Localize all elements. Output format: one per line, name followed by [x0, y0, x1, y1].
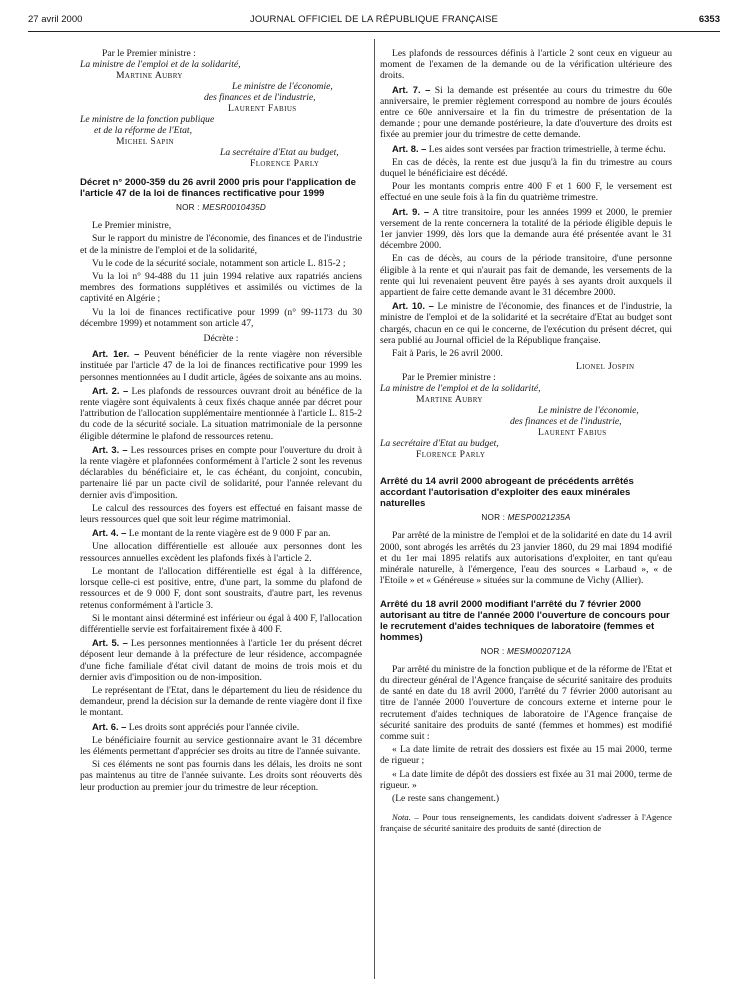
signatory-name: Laurent Fabius	[538, 427, 607, 439]
sig-line: La ministre de l'emploi et de la solidarité,	[380, 383, 541, 395]
preamble-line: Le Premier ministre,	[92, 220, 172, 232]
header-journal-title: JOURNAL OFFICIEL DE LA RÉPUBLIQUE FRANÇAISE	[249, 14, 499, 25]
signatory-name: Martine Aubry	[116, 70, 183, 81]
arrete-2-title: Arrêté du 18 avril 2000 modifiant l'arrêté du 7 février 2000 autorisant au titre de l'année 2000 l'ouverture de concours pour le recrutement d'aides techniques de laboratoire (femmes et hommes)	[380, 598, 670, 643]
arrete-1-text: Par arrêté de la ministre de l'emploi et de la solidarité en date du 14 avril 2000, sont abrogés les arrêtés du 23 janvier 1860, du 29 mai 1894 modifié et du 1er mai 1895 relatifs aux autorisations d'exploiter, en tant qu'eau minérale naturelle, à l'émergence, l'eau des sources « Larbaud », « de l'Etoile » et « Généreuse » situées sur la commune de Vichy (Allier).	[380, 530, 672, 587]
preamble-line: Vu le code de la sécurité sociale, notamment son article L. 815-2 ;	[92, 257, 346, 269]
article-paragraph: En cas de décès, la rente est due jusqu'à la fin du trimestre au cours duquel le bénéficiaire est décédé.	[380, 156, 672, 180]
arrete-1-title: Arrêté du 14 avril 2000 abrogeant de précédents arrêtés accordant l'autorisation d'exploiter des eaux minérales naturelles	[380, 476, 634, 510]
preamble-line: Vu la loi de finances rectificative pour 1999 (n° 99-1173 du 30 décembre 1999) et notamment son article 47,	[80, 306, 362, 329]
arrete-2-nor: NOR : MESM0020712A	[480, 646, 572, 656]
article-paragraph: Le montant de l'allocation différentielle est égal à la différence, lorsque celle-ci est positive, entre, d'une part, la somme du plafond de ressources et de 9 000 F, dont sont soustraits, d'autre part, les revenus retenus conformément à l'article 3.	[80, 565, 362, 611]
article-paragraph: Le bénéficiaire fournit au service gestionnaire avant le 31 décembre les éléments permettant d'apprécier ses droits au titre de l'année suivante.	[80, 734, 362, 757]
header-date: 27 avril 2000	[28, 14, 83, 25]
article-paragraph: Le calcul des ressources des foyers est effectué en faisant masse de leurs ressources quel que soit leur régime matrimonial.	[80, 502, 362, 526]
article-paragraph: Si le montant ainsi déterminé est inférieur ou égal à 400 F, l'allocation différentielle servie est forfaitairement fixée à 400 F.	[80, 612, 362, 635]
column-divider	[374, 39, 375, 979]
sig-line: La secrétaire d'Etat au budget,	[380, 438, 499, 450]
article-6: Art. 6. – Les droits sont appréciés pour l'année civile.	[92, 720, 300, 733]
header-rule	[28, 31, 720, 32]
decrete-heading: Décrète :	[203, 333, 239, 345]
article-paragraph: Les plafonds de ressources définis à l'article 2 sont ceux en vigueur au moment de l'examen de la demande ou de la vérification ultérieure des droits.	[380, 48, 672, 82]
article-7: Art. 7. – Si la demande est présentée au cours du trimestre du 60e anniversaire, le premier règlement correspond au nombre de jours écoulés entre ce 60e anniversaire et la fin du trimestre de présentation de la demande ; pour une demande postérieure, la date d'ouverture des droits est fixée au premier jour du trimestre de cette demande.	[380, 83, 672, 141]
article-paragraph: Si ces éléments ne sont pas fournis dans les délais, les droits ne sont pas maintenus au titre de l'année suivante. Les droits sont réouverts dès leur production au premier jour du trimestre de leur réception.	[80, 759, 362, 793]
page-header	[28, 10, 720, 32]
article-paragraph: Une allocation différentielle est allouée aux personnes dont les ressources annuelles excèdent les plafonds fixés à l'article 2.	[80, 541, 362, 564]
sig-line: Le ministre de la fonction publique	[80, 114, 215, 125]
article-paragraph: Le représentant de l'Etat, dans le département du lieu de résidence du demandeur, prend la décision sur la demande de rente viagère dont il fixe le montant.	[80, 684, 362, 719]
signatory-name: Lionel Jospin	[576, 361, 635, 373]
signature-block-1	[80, 48, 362, 169]
unchanged-note: (Le reste sans changement.)	[392, 792, 500, 804]
signatory-name: Florence Parly	[416, 449, 486, 461]
article-3: Art. 3. – Les ressources prises en compte pour l'ouverture du droit à la rente viagère et plafonnées conformément à l'article 2 sont les revenus déclarables du bénéficiaire et, le cas échéant, du conjoint, concubin, partenaire lié par un pacte civil de solidarité, pour l'année relevant du dernier avis d'imposition.	[80, 443, 363, 501]
sig-line: des finances et de l'industrie,	[510, 416, 622, 428]
arrete-1-nor: NOR : MESP0021235A	[481, 513, 571, 523]
sig-line: Par le Premier ministre :	[402, 372, 496, 384]
right-column	[380, 48, 672, 835]
article-8: Art. 8. – Les aides sont versées par fraction trimestrielle, à terme échu.	[392, 142, 666, 155]
sig-line: Par le Premier ministre :	[102, 48, 196, 59]
done-at: Fait à Paris, le 26 avril 2000.	[392, 348, 503, 360]
signature-block-2	[380, 361, 672, 460]
article-5: Art. 5. – Les personnes mentionnées à l'article 1er du présent décret déposent leur demande à la préfecture de leur résidence, accompagnée d'une fiche familiale d'état civil datant de moins de trois mois et du dernier avis d'imposition ou de non-imposition.	[80, 637, 362, 683]
article-10: Art. 10. – Le ministre de l'économie, des finances et de l'industrie, la ministre de l'emploi et de la solidarité et la secrétaire d'Etat au budget sont chargés, chacun en ce qui le concerne, de l'exécution du présent décret, qui sera publié au Journal officiel de la République française.	[380, 300, 672, 346]
signatory-name: Martine Aubry	[416, 394, 483, 406]
left-column	[80, 48, 362, 795]
arrete-2-quote: « La date limite de retrait des dossiers est fixée au 15 mai 2000, terme de rigueur ;	[380, 744, 672, 767]
arrete-2-text: Par arrêté du ministre de la fonction publique et de la réforme de l'Etat et du directeur général de l'Agence française de sécurité sanitaire des produits de santé en date du 18 avril 2000, l'arrêté du 7 février 2000 autorisant au titre de l'année 2000 l'ouverture de concours externe et interne pour le recrutement d'aides techniques de laboratoire de l'Agence française de sécurité sanitaire des produits de santé (femmes et hommes) est modifié comme suit :	[380, 663, 672, 742]
sig-line: Le ministre de l'économie,	[538, 405, 639, 417]
nota: Nota. – Pour tous renseignements, les candidats doivent s'adresser à l'Agence française de sécurité sanitaire des produits de santé (direction de	[380, 812, 672, 833]
article-paragraph: En cas de décès, au cours de la période transitoire, d'une personne éligible à la rente et qui n'aurait pas fait de demande, les versements de la rente qui lui revenaient peuvent être payés à ses ayants droit auxquels il appartient de faire cette demande avant le 31 décembre 2000.	[380, 253, 672, 299]
preamble-line: Vu la loi n° 94-488 du 11 juin 1994 relative aux rapatriés anciens membres des formations supplétives et assimilés ou victimes de la captivité en Algérie ;	[80, 271, 362, 305]
decree-title: Décret n° 2000-359 du 26 avril 2000 pris pour l'application de l'article 47 de la loi de finances rectificative pour 1999	[80, 177, 356, 199]
sig-line: La secrétaire d'Etat au budget,	[220, 147, 339, 158]
article-2: Art. 2. – Les plafonds de ressources ouvrant droit au bénéfice de la rente viagère sont équivalents à ceux fixés chaque année par décret pour l'attribution de l'allocation supplémentaire mentionnée à l'article L. 815-2 du code de la sécurité sociale. La situation matrimoniale de la personne éligible détermine le plafond de ressources retenu.	[80, 384, 362, 442]
decree-nor: NOR : MESR0010435D	[175, 203, 267, 212]
preamble-line: Sur le rapport du ministre de l'économie, des finances et de l'industrie et de la ministre de l'emploi et de la solidarité,	[80, 233, 362, 256]
article-1: Art. 1er. – Peuvent bénéficier de la rente viagère non réversible instituée par l'article 47 de la loi de finances rectificative pour 1999 les personnes mentionnées au I dudit article, âgées de soixante ans au moins.	[80, 348, 363, 383]
sig-line: des finances et de l'industrie,	[204, 92, 316, 103]
signatory-name: Florence Parly	[250, 158, 320, 169]
article-4: Art. 4. – Le montant de la rente viagère est de 9 000 F par an.	[92, 527, 331, 540]
signatory-name: Laurent Fabius	[228, 103, 297, 114]
article-paragraph: Pour les montants compris entre 400 F et 1 600 F, le versement est effectué en une seule fois à la fin du quatrième trimestre.	[380, 181, 672, 204]
article-9: Art. 9. – A titre transitoire, pour les années 1999 et 2000, le premier versement de la rente concernera la totalité de la période éligible depuis le 1er janvier 1999, dès lors que la demande aura été présentée avant le 31 décembre 2000.	[380, 205, 673, 252]
sig-line: Le ministre de l'économie,	[232, 81, 333, 92]
header-page-number: 6353	[698, 14, 720, 25]
signatory-name: Michel Sapin	[116, 136, 175, 147]
sig-line: La ministre de l'emploi et de la solidarité,	[80, 59, 241, 70]
arrete-2-quote: « La date limite de dépôt des dossiers est fixée au 31 mai 2000, terme de rigueur. »	[380, 768, 672, 791]
sig-line: et de la réforme de l'Etat,	[94, 125, 192, 136]
